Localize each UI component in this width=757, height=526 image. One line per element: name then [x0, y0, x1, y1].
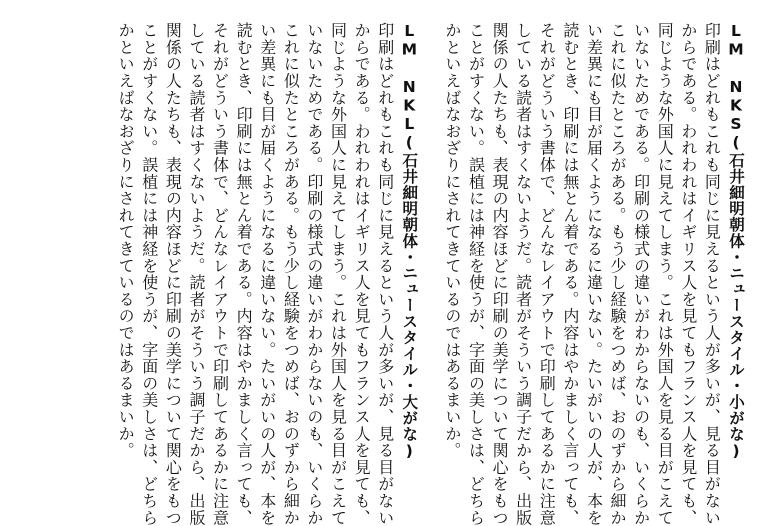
section-2-line: かといえばなおざりにされてきているのではあるまいか。: [116, 22, 136, 459]
section-1-line: ことがすくない。誤植には神経を使うが、字面の美しさは、どちら: [466, 22, 486, 526]
section-2-line: これに似たところがある。もう少し経験をつめば、おのずから細か: [281, 22, 301, 526]
section-gap: [416, 22, 436, 476]
section-1-line: 読むとき、印刷には無とん着である。内容はやかましく言っても、: [560, 22, 580, 526]
section-2-line: い差異にも目が届くようになるに違いない。たいがいの人が、本を: [257, 22, 277, 526]
section-2-line: している読者はすくないようだ。読者がそういう調子だから、出版: [186, 22, 206, 526]
section-2-line: いないためである。印刷の様式の違いがわからないのも、いくらか: [304, 22, 324, 526]
section-1-line: これに似たところがある。もう少し経験をつめば、おのずから細か: [608, 22, 628, 526]
section-1-heading: LM NKS(石井細明朝体・ニュースタイル・小がな): [727, 22, 745, 461]
section-2-heading: LM NKL(石井細明朝体・ニュースタイル・大がな): [400, 22, 419, 461]
section-2-line: 印刷はどれもこれも同じに見えるという人が多いが、見る目がない: [375, 22, 395, 526]
section-1-line: それがどういう書体で、どんなレイアウトで印刷してあるかに注意: [537, 22, 557, 526]
section-1-line: からである。われわれはイギリス人を見てもフランス人を見ても、: [678, 22, 698, 526]
section-2-line: 関係の人たちも、表現の内容ほどに印刷の美学について関心をもつ: [163, 22, 183, 526]
section-2-line: 同じような外国人に見えてしまう。これは外国人を見る目がこえて: [328, 22, 348, 526]
section-1-line: い差異にも目が届くようになるに違いない。たいがいの人が、本を: [584, 22, 604, 526]
section-1-line: 同じような外国人に見えてしまう。これは外国人を見る目がこえて: [655, 22, 675, 526]
section-1-line: 印刷はどれもこれも同じに見えるという人が多いが、見る目がない: [702, 22, 722, 526]
section-1-line: いないためである。印刷の様式の違いがわからないのも、いくらか: [631, 22, 651, 526]
section-2-line: からである。われわれはイギリス人を見てもフランス人を見ても、: [352, 22, 372, 526]
section-1-line: している読者はすくないようだ。読者がそういう調子だから、出版: [513, 22, 533, 526]
section-1-line: かといえばなおざりにされてきているのではあるまいか。: [442, 22, 462, 459]
section-2-line: ことがすくない。誤植には神経を使うが、字面の美しさは、どちら: [139, 22, 159, 526]
section-2-line: 読むとき、印刷には無とん着である。内容はやかましく言っても、: [234, 22, 254, 526]
section-1-line: 関係の人たちも、表現の内容ほどに印刷の美学について関心をもつ: [490, 22, 510, 526]
section-2-line: それがどういう書体で、どんなレイアウトで印刷してあるかに注意: [210, 22, 230, 526]
